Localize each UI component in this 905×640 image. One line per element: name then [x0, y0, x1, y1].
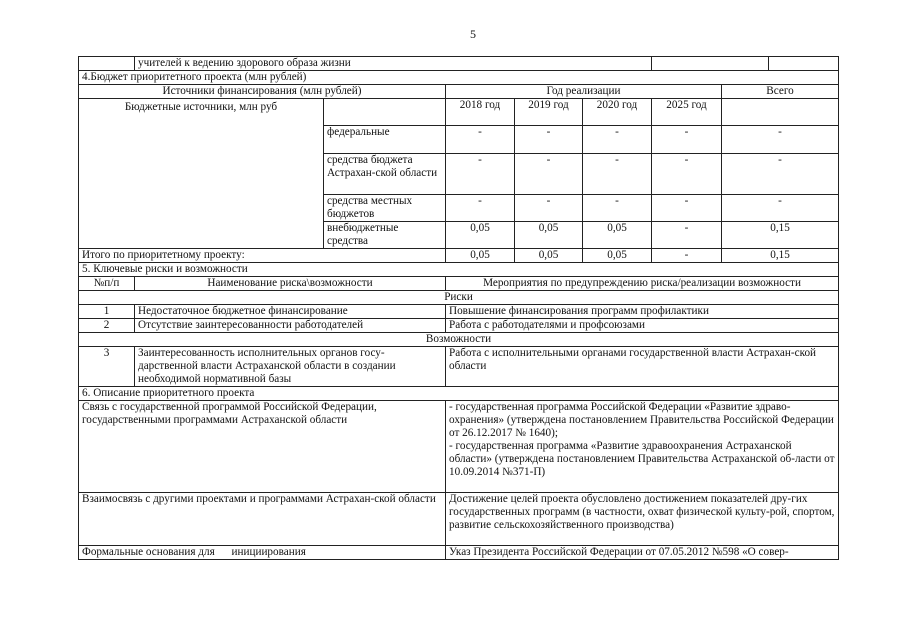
top-row: [79, 57, 839, 71]
col-name: Наименование риска\возможности: [135, 277, 446, 291]
year-2020: 2020 год: [583, 99, 652, 126]
total-header: Всего: [722, 85, 839, 99]
year-2025: 2025 год: [652, 99, 722, 126]
page-number: 5: [470, 27, 476, 41]
col-measures: Мероприятия по предупреждению риска/реализации возможности: [446, 277, 839, 291]
budget-years-row: [79, 99, 839, 126]
risks-section-title-row: [79, 263, 839, 277]
risks-subheader-row: [79, 291, 839, 305]
project-table: [78, 56, 839, 560]
risk-row-2: 2 Отсутствие заинтересованности работодателей Работа с работодателями и профсоюзами: [79, 319, 839, 333]
description-section-title: 6. Описание приоритетного проекта: [79, 387, 839, 401]
budget-row-local: средства местных бюджетов - - - - -: [79, 195, 839, 222]
description-row-programs: Связь с государственной программой Российской Федерации, государственными программами Астраханской области - государственная программа Российской Федерации «Развитие здраво-охранения» (утверждена постановлением Правительства Российской Федерации от 26.12.2017 № 1640); - государственная программа «Развитие здравоохранения Астраханской области» (утверждена постановлением Правительства Астраханской об-ласти от 10.09.2014 №371-П): [79, 401, 839, 493]
opportunities-header: Возможности: [79, 333, 839, 347]
budget-row-label: средства местных бюджетов: [324, 195, 446, 222]
sources-header: Источники финансирования (млн рублей): [79, 85, 446, 99]
budget-row-label: средства бюджета Астрахан-ской области: [324, 154, 446, 195]
budget-row-federal: федеральные - - - - -: [79, 126, 839, 154]
opportunity-row-3: 3 Заинтересованность исполнительных органов госу-дарственной власти Астраханской области в создании необходимой нормативной базы Работа с исполнительными органами государственной власти Астрахан-ской области: [79, 347, 839, 387]
description-section-title-row: [79, 387, 839, 401]
description-row-grounds: Формальные основания для инициирования Указ Президента Российской Федерации от 07.05.2012 №598 «О совер-: [79, 546, 839, 560]
budget-row-regional: средства бюджета Астрахан-ской области - - - - -: [79, 154, 839, 195]
opportunities-subheader-row: [79, 333, 839, 347]
budget-row-label: федеральные: [324, 126, 446, 154]
col-num: №п/п: [79, 277, 135, 291]
budget-section-title: 4.Бюджет приоритетного проекта (млн рублей): [79, 71, 839, 85]
years-header: Год реализации: [446, 85, 722, 99]
description-row-links: Взаимосвязь с другими проектами и программами Астрахан-ской области Достижение целей проекта обусловлено достижением показателей дру-гих государственных программ (в частности, охват физической культу-рой, спортом, развитие сельскохозяйственного производства): [79, 493, 839, 546]
year-2018: 2018 год: [446, 99, 515, 126]
top-row-text: учителей к ведению здорового образа жизни: [135, 57, 652, 71]
budget-total-row: Итого по приоритетному проекту: 0,05 0,05 0,05 - 0,15: [79, 249, 839, 263]
risks-section-title: 5. Ключевые риски и возможности: [79, 263, 839, 277]
risks-header: Риски: [79, 291, 839, 305]
budget-header-row: [79, 85, 839, 99]
budget-section-title-row: [79, 71, 839, 85]
budget-row-label: внебюджетные средства: [324, 222, 446, 249]
budget-row-extrabudget: внебюджетные средства 0,05 0,05 0,05 - 0,15: [79, 222, 839, 249]
total-label: Итого по приоритетному проекту:: [79, 249, 446, 263]
risks-header-row: [79, 277, 839, 291]
budget-sources-label: Бюджетные источники, млн руб: [79, 99, 324, 249]
risk-row-1: 1 Недостаточное бюджетное финансирование Повышение финансирования программ профилактики: [79, 305, 839, 319]
year-2019: 2019 год: [515, 99, 583, 126]
